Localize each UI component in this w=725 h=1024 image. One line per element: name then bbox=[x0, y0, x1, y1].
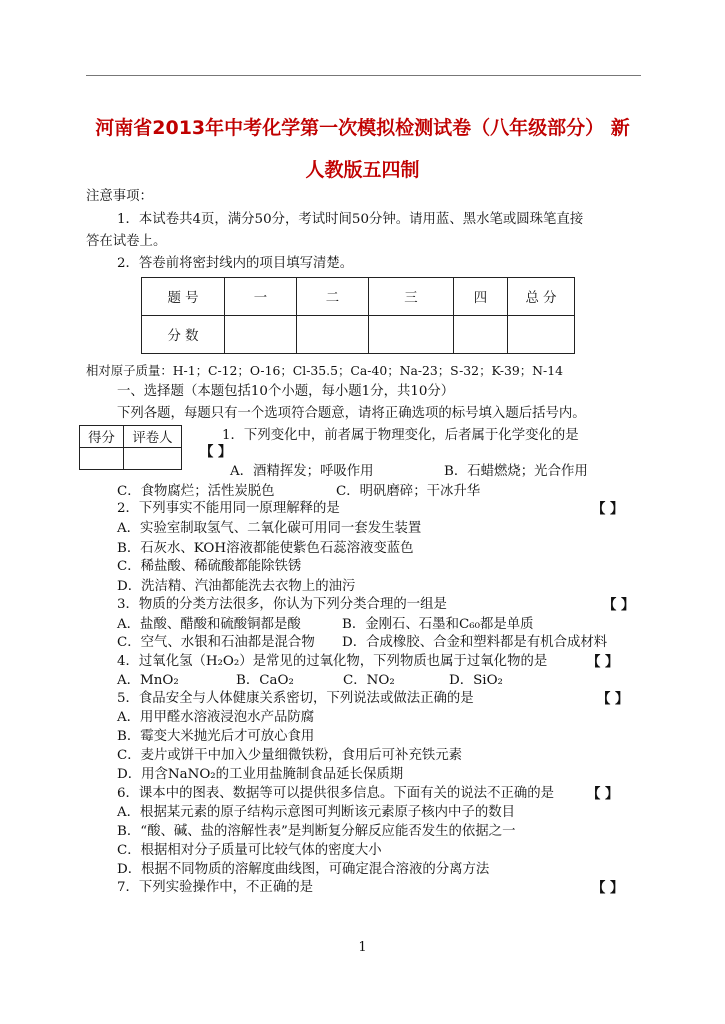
score-header-cell: 四 bbox=[454, 278, 508, 316]
notice-heading: 注意事项： bbox=[86, 189, 153, 204]
exam-title-line1: 河南省2013年中考化学第一次模拟检测试卷（八年级部分） 新 bbox=[95, 117, 630, 139]
q6-option-d: D．根据不同物质的溶解度曲线图，可确定混合溶液的分离方法 bbox=[117, 862, 490, 877]
atomic-masses: 相对原子质量：H-1；C-12；O-16；Cl-35.5；Ca-40；Na-23；S-32；K-39；N-14 bbox=[86, 363, 563, 378]
header-rule bbox=[86, 75, 641, 76]
answer-bracket-3[interactable]: 【 】 bbox=[603, 597, 635, 613]
question-3: 3．物质的分类方法很多，你认为下列分类合理的一组是 bbox=[117, 597, 447, 612]
score-cell-2[interactable] bbox=[297, 316, 369, 354]
q4-option-c: C．NO₂ bbox=[343, 673, 395, 688]
score-header-cell: 题 号 bbox=[142, 278, 225, 316]
answer-bracket-1[interactable]: 【 】 bbox=[200, 444, 232, 460]
score-table-header-row bbox=[142, 278, 575, 316]
q4-option-d: D．SiO₂ bbox=[449, 673, 503, 688]
grader-score-cell[interactable] bbox=[80, 448, 124, 470]
score-cell-1[interactable] bbox=[225, 316, 297, 354]
grader-name-cell[interactable] bbox=[124, 448, 182, 470]
q5-option-d: D．用含NaNO₂的工业用盐腌制食品延长保质期 bbox=[117, 767, 404, 782]
q1-option-c: C．食物腐烂；活性炭脱色 bbox=[117, 484, 275, 499]
page-number: 1 bbox=[358, 940, 367, 955]
section1-heading: 一、选择题（本题包括10个小题，每小题1分，共10分） bbox=[117, 384, 455, 399]
score-table bbox=[141, 277, 575, 354]
q3-option-d: D．合成橡胶、合金和塑料都是有机合成材料 bbox=[342, 635, 608, 650]
q2-option-a: A．实验室制取氢气、二氧化碳可用同一套发生装置 bbox=[117, 521, 422, 536]
q1-option-d: C．明矾磨碎；干冰升华 bbox=[336, 484, 481, 499]
section1-instruction: 下列各题，每题只有一个选项符合题意，请将正确选项的标号填入题后括号内。 bbox=[117, 406, 586, 421]
q3-option-a: A．盐酸、醋酸和硫酸铜都是酸 bbox=[117, 617, 301, 632]
score-row-label: 分 数 bbox=[142, 316, 225, 354]
q1-option-a: A．酒精挥发；呼吸作用 bbox=[230, 464, 374, 479]
question-1: 1．下列变化中，前者属于物理变化，后者属于化学变化的是 bbox=[222, 428, 579, 443]
score-header-cell: 二 bbox=[297, 278, 369, 316]
q4-option-a: A．MnO₂ bbox=[117, 673, 179, 688]
q1-option-b: B．石蜡燃烧；光合作用 bbox=[444, 464, 588, 479]
answer-bracket-5[interactable]: 【 】 bbox=[597, 691, 629, 707]
q6-option-b: B．“酸、碱、盐的溶解性表”是判断复分解反应能否发生的依据之一 bbox=[117, 824, 516, 839]
notice-item-2: 2．答卷前将密封线内的项目填写清楚。 bbox=[117, 256, 354, 271]
score-header-cell: 三 bbox=[369, 278, 454, 316]
exam-title-line2: 人教版五四制 bbox=[305, 159, 420, 181]
question-2: 2．下列事实不能用同一原理解释的是 bbox=[117, 501, 340, 516]
q3-option-b: B．金刚石、石墨和C₆₀都是单质 bbox=[342, 617, 534, 632]
grader-table bbox=[79, 425, 182, 470]
answer-bracket-7[interactable]: 【 】 bbox=[592, 880, 624, 896]
q2-option-c: C．稀盐酸、稀硫酸都能除铁锈 bbox=[117, 559, 302, 574]
q2-option-b: B．石灰水、KOH溶液都能使紫色石蕊溶液变蓝色 bbox=[117, 541, 414, 556]
grader-name-label: 评卷人 bbox=[124, 426, 182, 448]
q5-option-b: B．霉变大米抛光后才可放心食用 bbox=[117, 729, 315, 744]
score-table-value-row bbox=[142, 316, 575, 354]
grader-value-row bbox=[80, 448, 182, 470]
score-cell-4[interactable] bbox=[454, 316, 508, 354]
answer-bracket-4[interactable]: 【 】 bbox=[587, 654, 619, 670]
question-5: 5．食品安全与人体健康关系密切，下列说法或做法正确的是 bbox=[117, 691, 474, 706]
q2-option-d: D．洗洁精、汽油都能洗去衣物上的油污 bbox=[117, 579, 356, 594]
answer-bracket-6[interactable]: 【 】 bbox=[587, 786, 619, 802]
q6-option-a: A．根据某元素的原子结构示意图可判断该元素原子核内中子的数目 bbox=[117, 805, 515, 820]
grader-score-label: 得分 bbox=[80, 426, 124, 448]
score-header-cell: 总 分 bbox=[508, 278, 575, 316]
notice-item-1: 1．本试卷共4页，满分50分，考试时间50分钟。请用蓝、黑水笔或圆珠笔直接 bbox=[117, 212, 584, 227]
q4-option-b: B．CaO₂ bbox=[236, 673, 294, 688]
notice-item-1-cont: 答在试卷上。 bbox=[86, 234, 167, 249]
question-6: 6．课本中的图表、数据等可以提供很多信息。下面有关的说法不正确的是 bbox=[117, 786, 555, 801]
question-4: 4．过氧化氢（H₂O₂）是常见的过氧化物，下列物质也属于过氧化物的是 bbox=[117, 654, 548, 669]
grader-header-row bbox=[80, 426, 182, 448]
q6-option-c: C．根据相对分子质量可比较气体的密度大小 bbox=[117, 843, 382, 858]
q5-option-a: A．用甲醛水溶液浸泡水产品防腐 bbox=[117, 710, 315, 725]
question-7: 7．下列实验操作中，不正确的是 bbox=[117, 880, 313, 895]
score-cell-3[interactable] bbox=[369, 316, 454, 354]
score-cell-total[interactable] bbox=[508, 316, 575, 354]
q3-option-c: C．空气、水银和石油都是混合物 bbox=[117, 635, 315, 650]
score-header-cell: 一 bbox=[225, 278, 297, 316]
answer-bracket-2[interactable]: 【 】 bbox=[592, 501, 624, 517]
q5-option-c: C．麦片或饼干中加入少量细微铁粉，食用后可补充铁元素 bbox=[117, 748, 463, 763]
